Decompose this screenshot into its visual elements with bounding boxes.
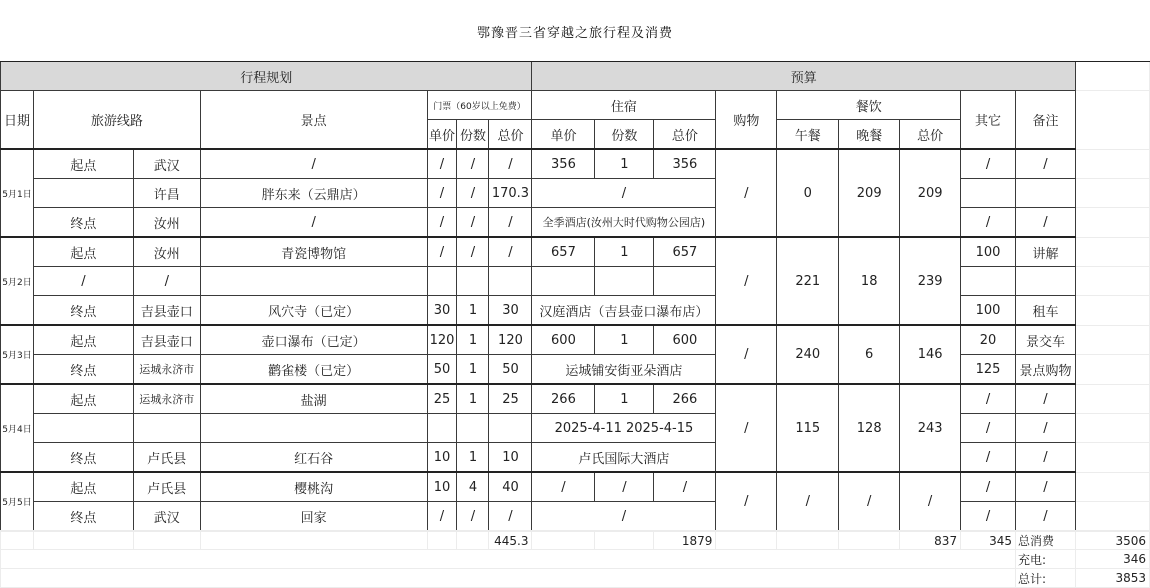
ticket-qty: / bbox=[457, 237, 489, 267]
spot-cell: 樱桃沟 bbox=[200, 472, 427, 502]
header-ticket-qty: 份数 bbox=[457, 120, 489, 150]
hotel-unit bbox=[532, 267, 595, 296]
lunch-cell: / bbox=[777, 472, 839, 531]
meal-sum: 837 bbox=[900, 531, 961, 550]
ticket-qty: 1 bbox=[457, 443, 489, 473]
ticket-qty: 1 bbox=[457, 355, 489, 385]
meal-total-cell: 209 bbox=[900, 149, 961, 237]
date-cell: 5月3日 bbox=[1, 325, 34, 384]
hotel-total: 657 bbox=[654, 237, 716, 267]
route-city: / bbox=[133, 267, 200, 296]
hotel-qty: 1 bbox=[595, 325, 654, 355]
route-city: 运城永济市 bbox=[133, 355, 200, 385]
header-budget: 预算 bbox=[532, 62, 1076, 91]
note-cell: / bbox=[1016, 502, 1076, 532]
hotel-qty: 1 bbox=[595, 237, 654, 267]
ticket-unit: 120 bbox=[427, 325, 457, 355]
grand-total-label: 总计: bbox=[1016, 569, 1076, 588]
other-cell: 100 bbox=[961, 237, 1016, 267]
hotel-name: / bbox=[532, 502, 716, 532]
hotel-qty: 1 bbox=[595, 149, 654, 179]
shopping-cell: / bbox=[716, 149, 777, 237]
route-city: 吉县壶口 bbox=[133, 296, 200, 326]
lunch-cell: 240 bbox=[777, 325, 839, 384]
spot-cell: / bbox=[200, 208, 427, 238]
header-ticket: 门票（60岁以上免费） bbox=[427, 91, 532, 120]
dinner-cell: 18 bbox=[839, 237, 900, 325]
other-cell bbox=[961, 267, 1016, 296]
note-cell: 景交车 bbox=[1016, 325, 1076, 355]
dinner-cell: 128 bbox=[839, 384, 900, 472]
dinner-cell: 6 bbox=[839, 325, 900, 384]
hotel-unit: 600 bbox=[532, 325, 595, 355]
total-consume-value: 3506 bbox=[1075, 531, 1149, 550]
other-cell: / bbox=[961, 472, 1016, 502]
ticket-total: / bbox=[489, 149, 532, 179]
header-ticket-unit: 单价 bbox=[427, 120, 457, 150]
hotel-name: 汉庭酒店（吉县壶口瀑布店） bbox=[532, 296, 716, 326]
ticket-total: / bbox=[489, 237, 532, 267]
hotel-total: 266 bbox=[654, 384, 716, 414]
date-cell: 5月4日 bbox=[1, 384, 34, 472]
header-note: 备注 bbox=[1016, 91, 1076, 150]
spot-cell: 红石谷 bbox=[200, 443, 427, 473]
header-shopping: 购物 bbox=[716, 91, 777, 150]
ticket-unit: 30 bbox=[427, 296, 457, 326]
header-hotel: 住宿 bbox=[532, 91, 716, 120]
date-cell: 5月1日 bbox=[1, 149, 34, 237]
spot-cell: / bbox=[200, 149, 427, 179]
spot-cell bbox=[200, 267, 427, 296]
route-city: 卢氏县 bbox=[133, 443, 200, 473]
shopping-cell: / bbox=[716, 384, 777, 472]
other-cell: / bbox=[961, 443, 1016, 473]
shopping-cell: / bbox=[716, 325, 777, 384]
ticket-qty: 1 bbox=[457, 384, 489, 414]
spot-cell: 风穴寺（已定） bbox=[200, 296, 427, 326]
ticket-unit: 50 bbox=[427, 355, 457, 385]
other-cell: / bbox=[961, 414, 1016, 443]
date-cell: 5月2日 bbox=[1, 237, 34, 325]
note-cell bbox=[1016, 179, 1076, 208]
header-spot: 景点 bbox=[200, 91, 427, 150]
route-point: 起点 bbox=[33, 384, 133, 414]
other-cell: 125 bbox=[961, 355, 1016, 385]
spot-cell: 壶口瀑布（已定） bbox=[200, 325, 427, 355]
hotel-name: 卢氏国际大酒店 bbox=[532, 443, 716, 473]
total-consume-label: 总消费 bbox=[1016, 531, 1076, 550]
ticket-qty: / bbox=[457, 149, 489, 179]
meal-total-cell: 239 bbox=[900, 237, 961, 325]
ticket-unit: / bbox=[427, 179, 457, 208]
ticket-unit: 10 bbox=[427, 472, 457, 502]
route-city: 卢氏县 bbox=[133, 472, 200, 502]
note-cell: 租车 bbox=[1016, 296, 1076, 326]
ticket-qty: 4 bbox=[457, 472, 489, 502]
grand-total-value: 3853 bbox=[1075, 569, 1149, 588]
ticket-unit: / bbox=[427, 502, 457, 532]
spot-cell: 鹳雀楼（已定） bbox=[200, 355, 427, 385]
note-cell: / bbox=[1016, 384, 1076, 414]
ticket-unit bbox=[427, 414, 457, 443]
ticket-total: 120 bbox=[489, 325, 532, 355]
ticket-total: 25 bbox=[489, 384, 532, 414]
ticket-qty: / bbox=[457, 502, 489, 532]
ticket-unit bbox=[427, 267, 457, 296]
lunch-cell: 0 bbox=[777, 149, 839, 237]
header-lunch: 午餐 bbox=[777, 120, 839, 150]
route-point: 终点 bbox=[33, 443, 133, 473]
hotel-total bbox=[654, 267, 716, 296]
ticket-qty: 1 bbox=[457, 296, 489, 326]
route-point: 起点 bbox=[33, 149, 133, 179]
spot-cell: 青瓷博物馆 bbox=[200, 237, 427, 267]
header-plan: 行程规划 bbox=[1, 62, 532, 91]
note-cell: / bbox=[1016, 414, 1076, 443]
charge-value: 346 bbox=[1075, 550, 1149, 569]
header-meal-total: 总价 bbox=[900, 120, 961, 150]
route-point bbox=[33, 179, 133, 208]
header-dinner: 晚餐 bbox=[839, 120, 900, 150]
route-point: / bbox=[33, 267, 133, 296]
route-point: 起点 bbox=[33, 237, 133, 267]
ticket-qty bbox=[457, 267, 489, 296]
note-cell: / bbox=[1016, 208, 1076, 238]
hotel-unit: 266 bbox=[532, 384, 595, 414]
other-cell: / bbox=[961, 502, 1016, 532]
note-cell: 讲解 bbox=[1016, 237, 1076, 267]
ticket-qty: 1 bbox=[457, 325, 489, 355]
lunch-cell: 115 bbox=[777, 384, 839, 472]
ticket-total: 30 bbox=[489, 296, 532, 326]
ticket-unit: 10 bbox=[427, 443, 457, 473]
hotel-total: 356 bbox=[654, 149, 716, 179]
route-city: 武汉 bbox=[133, 149, 200, 179]
route-point bbox=[33, 414, 133, 443]
other-cell: / bbox=[961, 149, 1016, 179]
ticket-qty bbox=[457, 414, 489, 443]
note-cell: 景点购物 bbox=[1016, 355, 1076, 385]
note-cell bbox=[1016, 267, 1076, 296]
hotel-sum: 1879 bbox=[654, 531, 716, 550]
header-ticket-total: 总价 bbox=[489, 120, 532, 150]
route-city bbox=[133, 414, 200, 443]
ticket-qty: / bbox=[457, 208, 489, 238]
ticket-total bbox=[489, 414, 532, 443]
route-city: 运城永济市 bbox=[133, 384, 200, 414]
note-cell: / bbox=[1016, 149, 1076, 179]
ticket-total: / bbox=[489, 502, 532, 532]
shopping-cell: / bbox=[716, 237, 777, 325]
date-cell: 5月5日 bbox=[1, 472, 34, 531]
ticket-total: 170.3 bbox=[489, 179, 532, 208]
route-city: 许昌 bbox=[133, 179, 200, 208]
ticket-qty: / bbox=[457, 179, 489, 208]
other-cell: 20 bbox=[961, 325, 1016, 355]
dinner-cell: / bbox=[839, 472, 900, 531]
hotel-dates: 2025-4-11 2025-4-15 bbox=[532, 414, 716, 443]
route-city: 吉县壶口 bbox=[133, 325, 200, 355]
ticket-unit: / bbox=[427, 208, 457, 238]
other-cell: 100 bbox=[961, 296, 1016, 326]
route-city: 汝州 bbox=[133, 237, 200, 267]
hotel-unit: 356 bbox=[532, 149, 595, 179]
shopping-cell: / bbox=[716, 472, 777, 531]
header-hotel-qty: 份数 bbox=[595, 120, 654, 150]
route-point: 起点 bbox=[33, 325, 133, 355]
header-route: 旅游线路 bbox=[33, 91, 200, 150]
ticket-sum: 445.3 bbox=[489, 531, 532, 550]
dinner-cell: 209 bbox=[839, 149, 900, 237]
sheet-title: 鄂豫晋三省穿越之旅行程及消费 bbox=[1, 1, 1150, 62]
ticket-total bbox=[489, 267, 532, 296]
route-point: 终点 bbox=[33, 296, 133, 326]
other-cell bbox=[961, 179, 1016, 208]
route-point: 终点 bbox=[33, 502, 133, 532]
hotel-qty bbox=[595, 267, 654, 296]
header-meal: 餐饮 bbox=[777, 91, 961, 120]
meal-total-cell: 146 bbox=[900, 325, 961, 384]
header-other: 其它 bbox=[961, 91, 1016, 150]
meal-total-cell: / bbox=[900, 472, 961, 531]
header-hotel-unit: 单价 bbox=[532, 120, 595, 150]
other-cell: / bbox=[961, 208, 1016, 238]
route-city: 汝州 bbox=[133, 208, 200, 238]
meal-total-cell: 243 bbox=[900, 384, 961, 472]
route-point: 终点 bbox=[33, 355, 133, 385]
ticket-unit: / bbox=[427, 149, 457, 179]
spot-cell: 胖东来（云鼎店） bbox=[200, 179, 427, 208]
note-cell: / bbox=[1016, 443, 1076, 473]
ticket-total: / bbox=[489, 208, 532, 238]
spot-cell: 盐湖 bbox=[200, 384, 427, 414]
other-sum: 345 bbox=[961, 531, 1016, 550]
hotel-name: 全季酒店(汝州大时代购物公园店) bbox=[532, 208, 716, 238]
note-cell: / bbox=[1016, 472, 1076, 502]
hotel-total: / bbox=[654, 472, 716, 502]
ticket-unit: 25 bbox=[427, 384, 457, 414]
header-date: 日期 bbox=[1, 91, 34, 150]
hotel-name: / bbox=[532, 179, 716, 208]
spot-cell: 回家 bbox=[200, 502, 427, 532]
ticket-unit: / bbox=[427, 237, 457, 267]
other-cell: / bbox=[961, 384, 1016, 414]
hotel-total: 600 bbox=[654, 325, 716, 355]
charge-label: 充电: bbox=[1016, 550, 1076, 569]
ticket-total: 50 bbox=[489, 355, 532, 385]
hotel-unit: / bbox=[532, 472, 595, 502]
hotel-name: 运城铺安街亚朵酒店 bbox=[532, 355, 716, 385]
route-city: 武汉 bbox=[133, 502, 200, 532]
route-point: 终点 bbox=[33, 208, 133, 238]
header-hotel-total: 总价 bbox=[654, 120, 716, 150]
route-point: 起点 bbox=[33, 472, 133, 502]
hotel-qty: / bbox=[595, 472, 654, 502]
hotel-qty: 1 bbox=[595, 384, 654, 414]
ticket-total: 40 bbox=[489, 472, 532, 502]
spot-cell bbox=[200, 414, 427, 443]
hotel-unit: 657 bbox=[532, 237, 595, 267]
ticket-total: 10 bbox=[489, 443, 532, 473]
lunch-cell: 221 bbox=[777, 237, 839, 325]
